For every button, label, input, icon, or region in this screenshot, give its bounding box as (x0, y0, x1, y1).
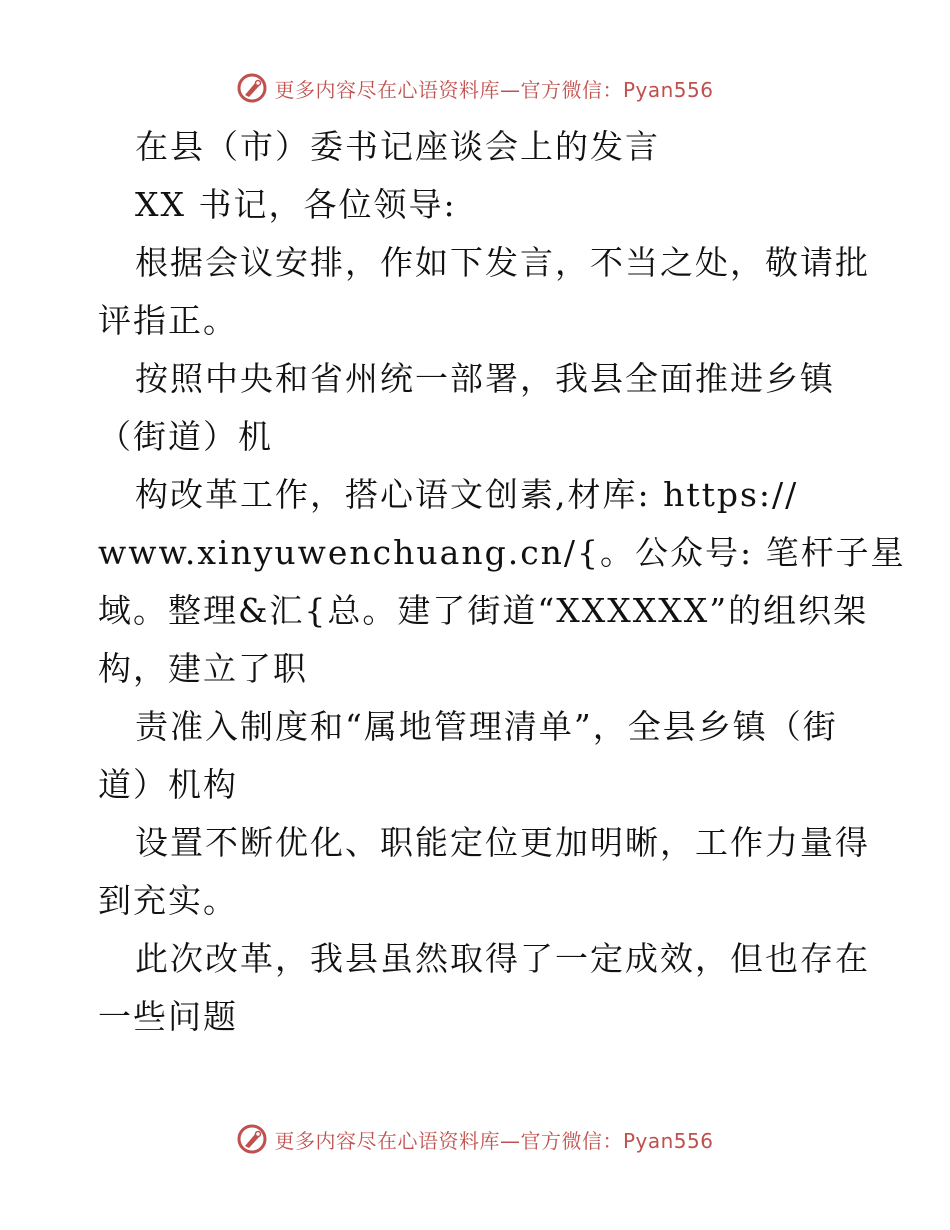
paragraph-line: www.xinyuwenchuang.cn/{。公众号: 笔杆子星 (98, 533, 906, 572)
paragraph-line: 构改革工作，搭心语文创素,材库: https:// (135, 475, 799, 514)
pen-circle-logo-icon (236, 72, 268, 104)
paragraph-line: 责准入制度和“属地管理清单”，全县乡镇（街 (135, 707, 838, 746)
paragraph-line: 到充实。 (98, 881, 238, 920)
page-footer-banner (0, 1123, 950, 1155)
paragraph-line: 域。整理&汇{总。建了街道“XXXXXX”的组织架 (98, 591, 869, 630)
header-banner-text: 更多内容尽在心语资料库—官方微信：Pyan556 (274, 77, 714, 102)
paragraph-line: 构，建立了职 (98, 649, 308, 688)
paragraph-line: 按照中央和省州统一部署，我县全面推进乡镇 (135, 359, 835, 398)
paragraph-line: 根据会议安排，作如下发言，不当之处，敬请批 (135, 243, 870, 282)
footer-banner-text: 更多内容尽在心语资料库—官方微信：Pyan556 (274, 1128, 714, 1153)
paragraph-line: 评指正。 (98, 301, 238, 340)
document-body (98, 118, 906, 1046)
paragraph-line: 设置不断优化、职能定位更加明晰，工作力量得 (135, 823, 870, 862)
document-title: 在县（市）委书记座谈会上的发言 (135, 127, 660, 166)
paragraph-line: 一些问题 (98, 997, 238, 1036)
paragraph-line: （街道）机 (98, 417, 273, 456)
pen-circle-logo-icon (236, 1123, 268, 1155)
salutation: XX 书记，各位领导: (135, 185, 457, 224)
paragraph-line: 此次改革，我县虽然取得了一定成效，但也存在 (135, 939, 870, 978)
paragraph-line: 道）机构 (98, 765, 238, 804)
page-header-banner (0, 72, 950, 104)
